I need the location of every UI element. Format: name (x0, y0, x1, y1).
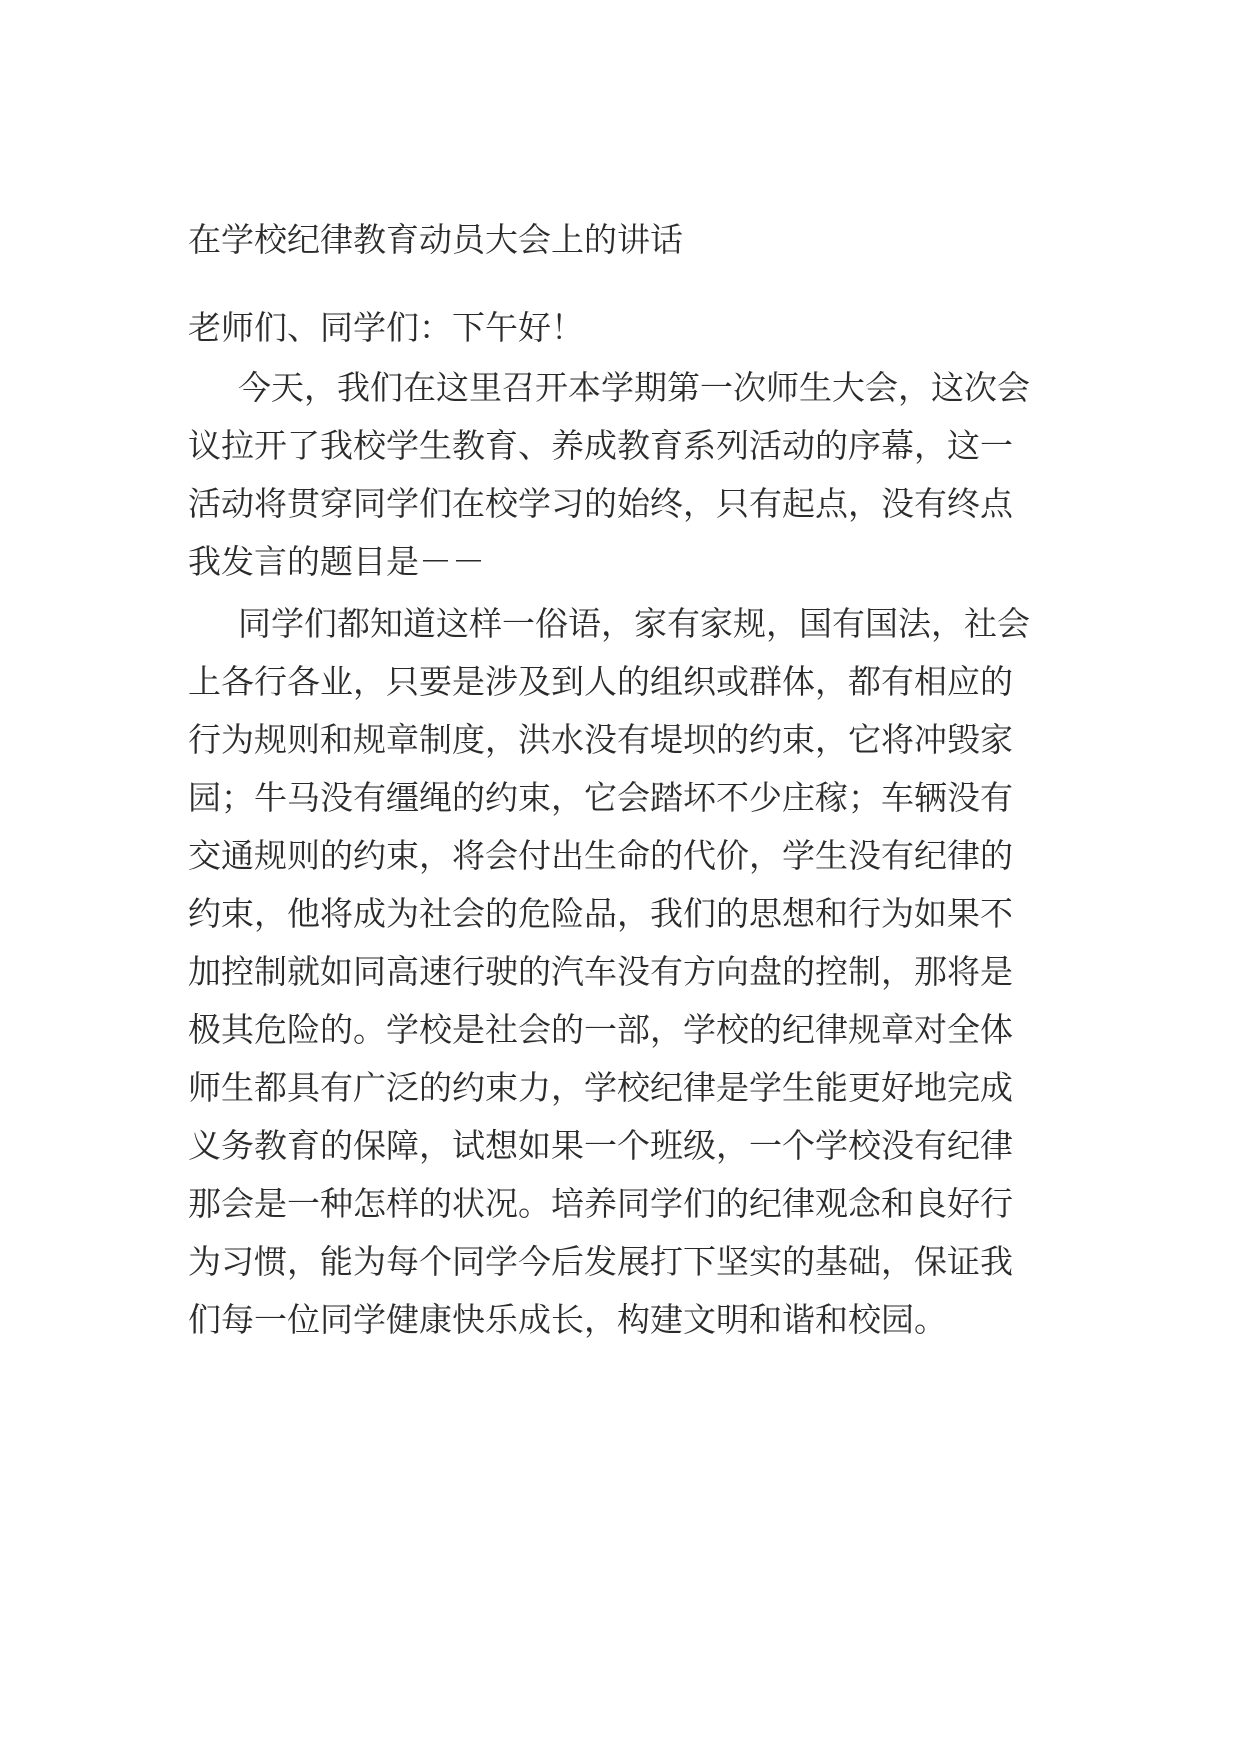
paragraph-line: 上各行各业，只要是涉及到人的组织或群体，都有相应的 (188, 662, 1013, 701)
paragraph-line: 加控制就如同高速行驶的汽车没有方向盘的控制，那将是 (188, 952, 1013, 991)
paragraph-line: 我发言的题目是－－ (188, 542, 485, 581)
paragraph-line: 活动将贯穿同学们在校学习的始终，只有起点，没有终点 (188, 484, 1013, 523)
paragraph-line: 交通规则的约束，将会付出生命的代价，学生没有纪律的 (188, 836, 1013, 875)
paragraph-line: 为习惯，能为每个同学今后发展打下坚实的基础，保证我 (188, 1242, 1013, 1281)
paragraph-line: 师生都具有广泛的约束力，学校纪律是学生能更好地完成 (188, 1068, 1013, 1107)
paragraph-line: 那会是一种怎样的状况。培养同学们的纪律观念和良好行 (188, 1184, 1013, 1223)
paragraph-line: 议拉开了我校学生教育、养成教育系列活动的序幕，这一 (188, 426, 1013, 465)
paragraph-line: 们每一位同学健康快乐成长，构建文明和谐和校园。 (188, 1300, 947, 1339)
paragraph-line: 园；牛马没有缰绳的约束，它会踏坏不少庄稼；车辆没有 (188, 778, 1013, 817)
document-title: 在学校纪律教育动员大会上的讲话 (188, 220, 683, 259)
paragraph-line: 同学们都知道这样一俗语，家有家规，国有国法，社会 (238, 604, 1030, 643)
paragraph-line: 今天，我们在这里召开本学期第一次师生大会，这次会 (238, 368, 1030, 407)
greeting: 老师们、同学们：下午好！ (188, 308, 584, 347)
paragraph-line: 义务教育的保障，试想如果一个班级，一个学校没有纪律 (188, 1126, 1013, 1165)
paragraph-line: 极其危险的。学校是社会的一部，学校的纪律规章对全体 (188, 1010, 1013, 1049)
paragraph-line: 行为规则和规章制度，洪水没有堤坝的约束，它将冲毁家 (188, 720, 1013, 759)
paragraph-line: 约束，他将成为社会的危险品，我们的思想和行为如果不 (188, 894, 1013, 933)
